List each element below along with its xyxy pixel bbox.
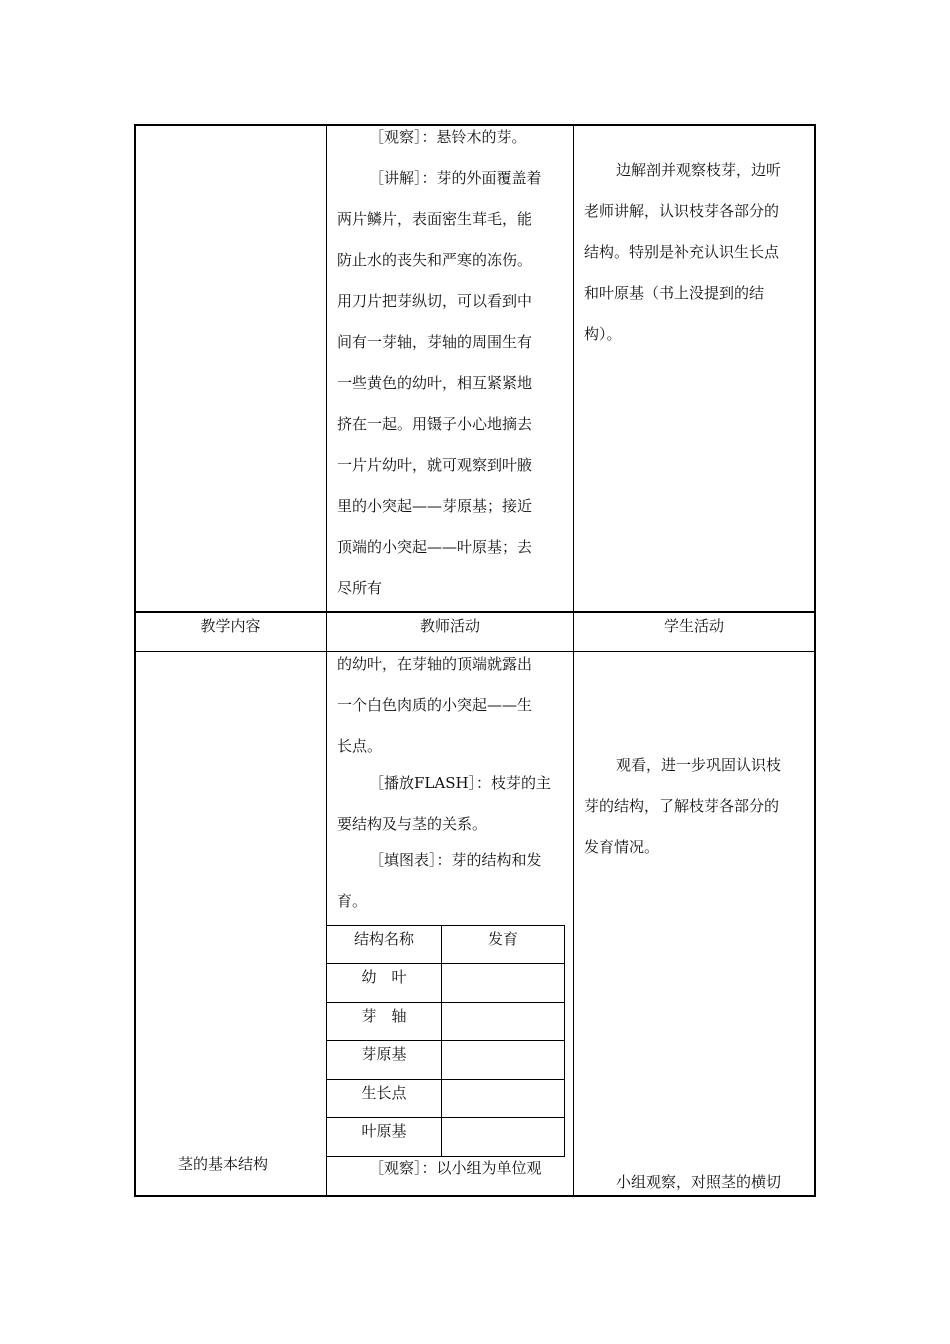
student-text-line: 发育情况。 — [584, 838, 660, 856]
teacher-text-line: 两片鳞片，表面密生茸毛，能 — [337, 210, 533, 228]
inner-structure-table — [327, 925, 565, 1157]
teacher-text-line: 一些黄色的幼叶，相互紧紧地 — [337, 374, 533, 392]
teacher-text-line: 顶端的小突起——叶原基；去 — [337, 538, 533, 556]
teacher-text-line: 防止水的丧失和严寒的冻伤。 — [337, 251, 533, 269]
teacher-text-line: ［观察］：以小组为单位观 — [369, 1159, 542, 1177]
student-text-line: 边解剖并观察枝芽，边听 — [616, 161, 782, 179]
teacher-text-line: ［讲解］：芽的外面覆盖着 — [369, 169, 542, 187]
teacher-text-line: 的幼叶，在芽轴的顶端就露出 — [337, 655, 533, 673]
inner-table-row-label: 芽 轴 — [361, 1007, 407, 1025]
inner-table-header-name: 结构名称 — [353, 930, 414, 948]
table-border-left — [134, 124, 136, 1197]
inner-table-line — [564, 925, 565, 1157]
inner-table-row-label: 幼 叶 — [361, 968, 407, 986]
inner-table-row-label: 叶原基 — [361, 1122, 407, 1140]
header-student-activity: 学生活动 — [663, 617, 724, 635]
header-teacher-activity: 教师活动 — [419, 617, 480, 635]
content-label: 茎的基本结构 — [178, 1155, 269, 1173]
teacher-text-line: 要结构及与茎的关系。 — [337, 815, 488, 833]
teacher-text-line: 育。 — [337, 892, 368, 910]
student-text-line: 结构。特别是补充认识生长点 — [584, 243, 780, 261]
student-text-line: 构）。 — [584, 325, 622, 343]
student-text-line: 观看，进一步巩固认识枝 — [616, 756, 782, 774]
student-text-line: 和叶原基（书上没提到的结 — [584, 284, 765, 302]
teacher-text-line: 一个白色肉质的小突起——生 — [337, 696, 533, 714]
inner-table-row-label: 生长点 — [361, 1084, 407, 1102]
teacher-text-line: 间有一芽轴，芽轴的周围生有 — [337, 333, 533, 351]
table-border-right — [814, 124, 816, 1197]
column-divider-2 — [573, 124, 574, 1197]
header-teaching-content: 教学内容 — [200, 617, 261, 635]
student-text-line: 老师讲解，认识枝芽各部分的 — [584, 202, 780, 220]
student-text-line: 小组观察，对照茎的横切 — [616, 1173, 782, 1191]
teacher-text-line: 长点。 — [337, 737, 383, 755]
inner-table-line — [441, 925, 442, 1157]
student-text-line: 芽的结构，了解枝芽各部分的 — [584, 797, 780, 815]
teacher-text-line: ［填图表］：芽的结构和发 — [369, 851, 542, 869]
teacher-text-line: 用刀片把芽纵切，可以看到中 — [337, 292, 533, 310]
teacher-text-line: 尽所有 — [337, 579, 383, 597]
teacher-text-line: 里的小突起——芽原基；接近 — [337, 497, 533, 515]
teacher-text-line: 一片片幼叶，就可观察到叶腋 — [337, 456, 533, 474]
teacher-text-line: ［观察］：悬铃木的芽。 — [369, 128, 527, 146]
teacher-text-line: 挤在一起。用镊子小心地摘去 — [337, 415, 533, 433]
teacher-text-line: ［播放FLASH］：枝芽的主 — [369, 774, 552, 792]
inner-table-row-label: 芽原基 — [361, 1045, 407, 1063]
inner-table-header-development: 发育 — [487, 930, 518, 948]
